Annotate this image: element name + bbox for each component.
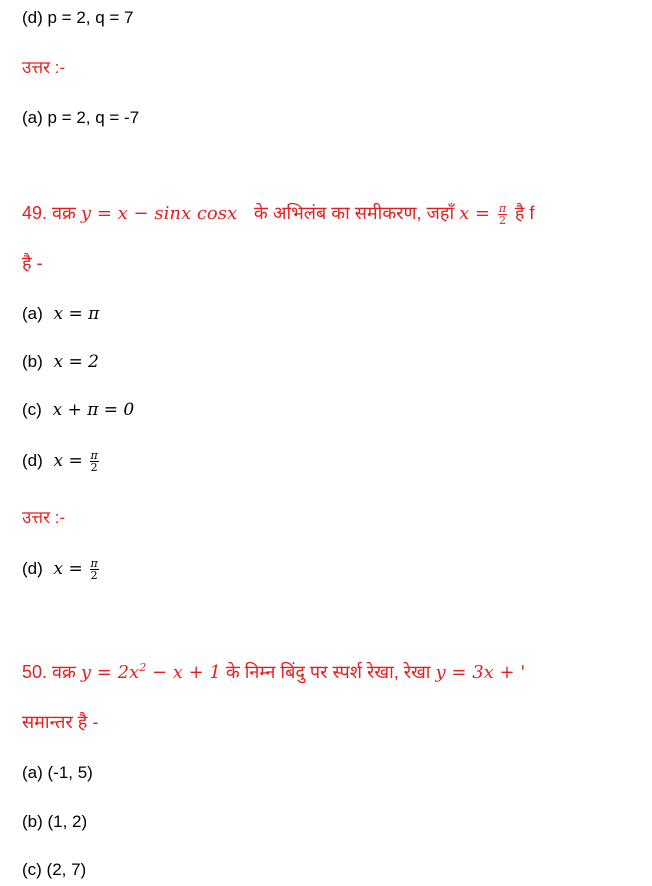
- q50-number: 50.: [22, 662, 48, 682]
- q50-option-a: (a) (-1, 5): [22, 763, 93, 782]
- q50-math-curve: $y = 2x^2 - x + 1$: [80, 661, 221, 683]
- q49-answer-label: उत्तर :-: [22, 508, 66, 527]
- q50-text-curve: वक्र: [52, 662, 76, 682]
- q49-answer-fraction: $\frac{\pi}{2}$: [90, 557, 98, 583]
- q50-option-b: (b) (1, 2): [22, 812, 88, 831]
- q49-option-a: (a) x = π: [22, 304, 100, 324]
- q49-option-b: (b) x = 2: [22, 352, 99, 372]
- q49-option-c: (c) x + π = 0: [22, 400, 135, 420]
- q49-text-tail: है f: [514, 203, 535, 223]
- q49-fraction: $\frac{\pi}{2}$: [498, 201, 507, 227]
- q50-math-line: y = 3x + ': [435, 662, 526, 683]
- q48-answer: (a) p = 2, q = -7: [22, 108, 140, 127]
- q50-question-line2: समान्तर है -: [22, 712, 99, 732]
- q49-math-where: x = $\frac{\pi}{2}$: [459, 201, 507, 227]
- q49-math-curve: y = x − sinx cosx: [80, 203, 238, 224]
- q49-text-curve: वक्र: [52, 203, 76, 223]
- q49-text-mid: के अभिलंब का समीकरण, जहाँ: [253, 203, 455, 223]
- q49-question-line1: [22, 201, 534, 226]
- q49-answer: (d) x = $\frac{\pi}{2}$: [22, 557, 98, 583]
- q49-option-d: (d) x = $\frac{\pi}{2}$: [22, 449, 98, 475]
- q50-text-mid: के निम्न बिंदु पर स्पर्श रेखा, रेखा: [225, 662, 431, 682]
- q49-question-line2: है -: [22, 253, 43, 273]
- q48-answer-label: उत्तर :-: [22, 58, 66, 77]
- q50-question-line1: [22, 660, 525, 685]
- q48-option-d: (d) p = 2, q = 7: [22, 8, 134, 27]
- q50-option-c: (c) (2, 7): [22, 860, 87, 879]
- q49-option-d-fraction: $\frac{\pi}{2}$: [90, 449, 98, 475]
- q49-number: 49.: [22, 203, 48, 223]
